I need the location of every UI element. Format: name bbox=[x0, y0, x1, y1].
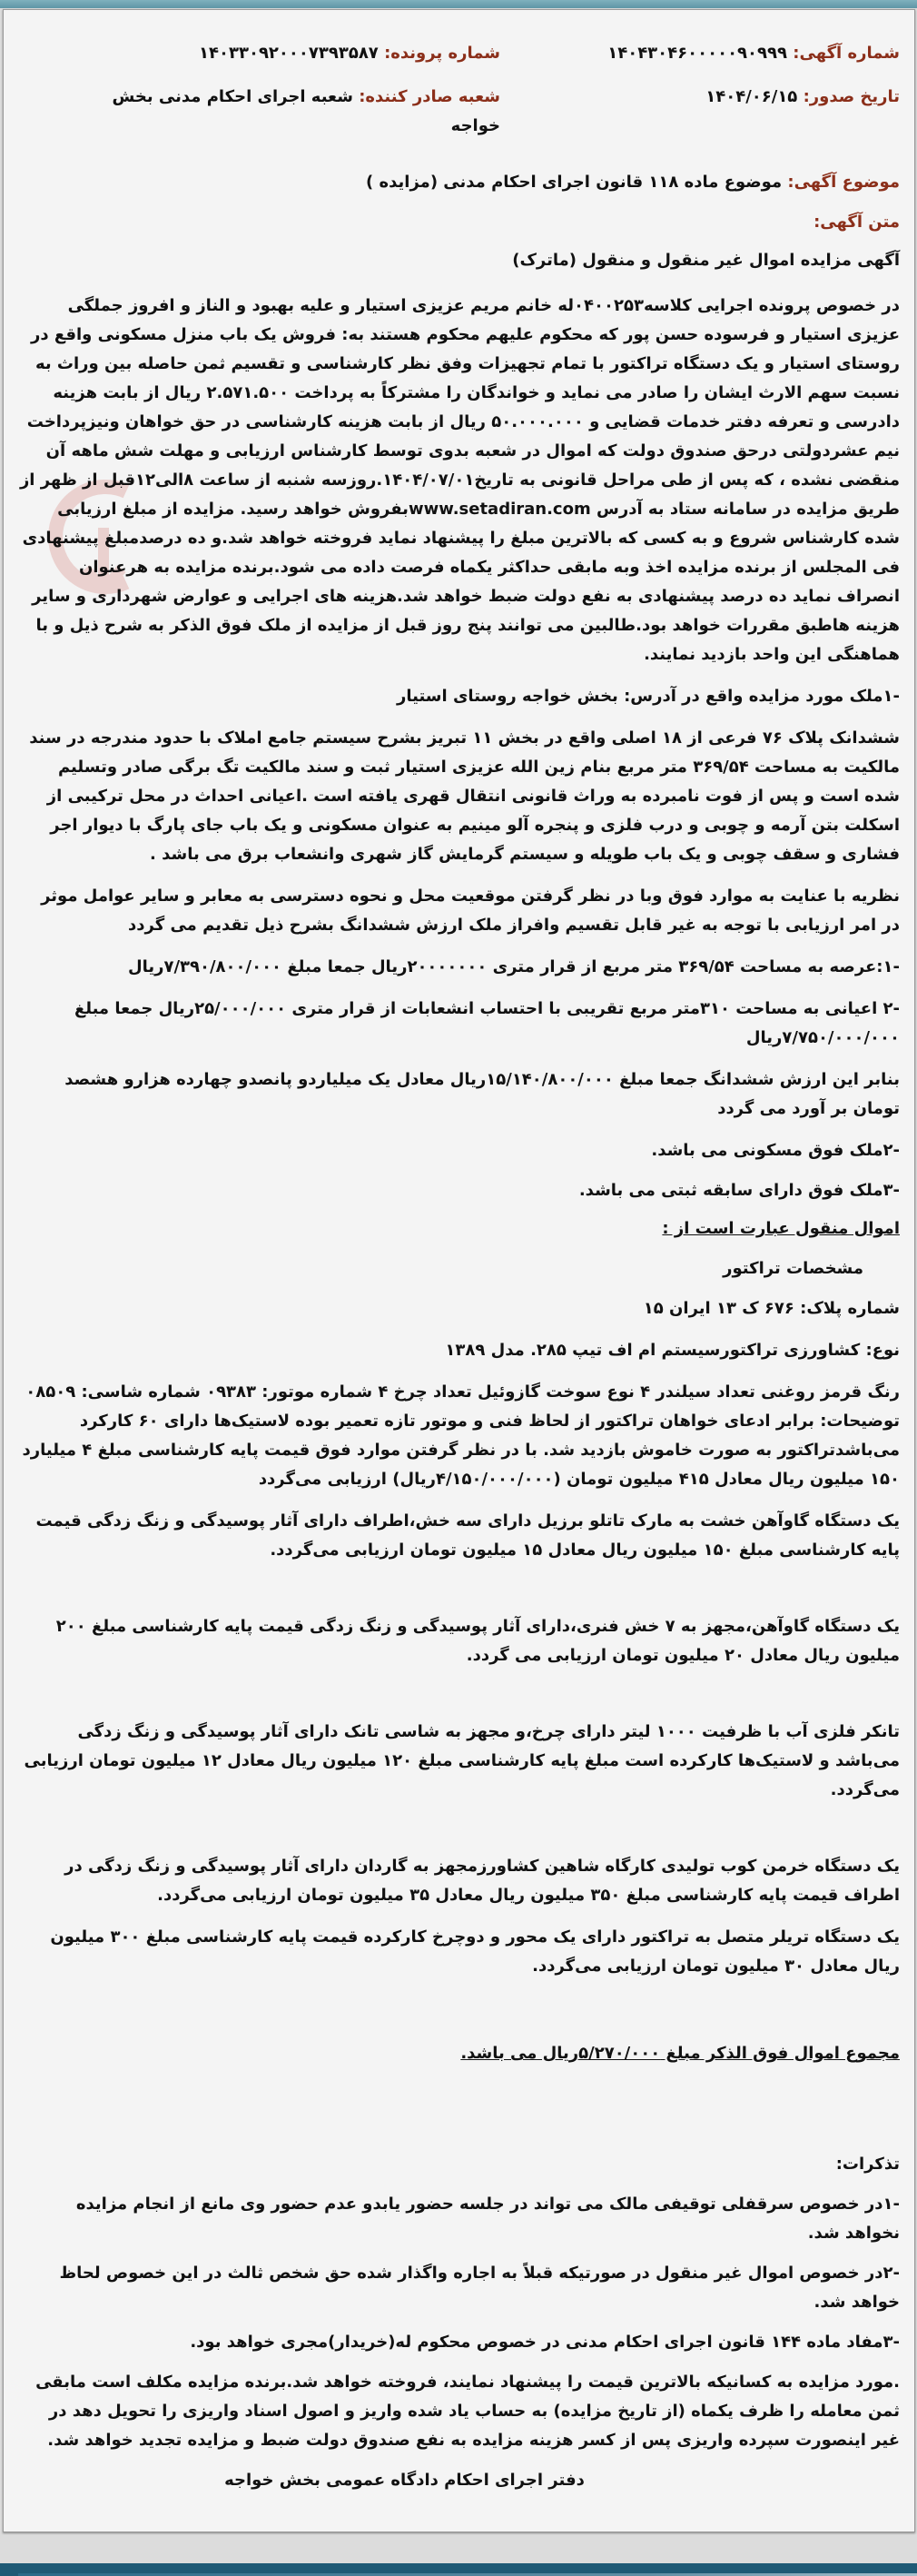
header-row-2 bbox=[18, 83, 900, 141]
tractor-type: نوع: کشاورزی تراکتورسیستم ام اف تیپ ۲۸۵. مدل ۱۳۸۹ bbox=[445, 1341, 900, 1360]
signature: دفتر اجرای احکام دادگاه عمومی بخش خواجه bbox=[224, 2471, 585, 2490]
movables-heading-text: اموال منقول عبارت است از : bbox=[662, 1219, 900, 1238]
notice-body bbox=[4, 10, 914, 2531]
note-3: -۳مفاد ماده ۱۴۴ قانون اجرای احکام مدنی در خصوص محکوم له(خریدار)مجری خواهد بود. bbox=[190, 2333, 900, 2352]
trailer: یک دستگاه تریلر متصل به تراکتور دارای یک محور و دوچرخ کارکرده قیمت پایه کارشناسی مبلغ ۳۰۰ میلیون ریال معادل ۳۰ میلیون تومان ارزیابی می‌گردد. bbox=[50, 1927, 900, 1976]
valuation-intro: نظریه با عنایت به موارد فوق وبا در نظر گرفتن موقعیت محل و نحوه دسترسی به معابر و سایر عوامل موثر در امر ارزیابی با توجه به غیر قابل تقسیم وافراز ملک ارزش ششدانگ بشرح ذیل تقدیم می گردد bbox=[41, 887, 900, 935]
case-number-value: ۱۴۰۳۳۰۹۲۰۰۰۷۳۹۳۵۸۷ bbox=[199, 44, 379, 63]
notice-text-label: متن آگهی: bbox=[813, 213, 900, 232]
bottom-bar bbox=[0, 2563, 917, 2576]
note-1: -۱در خصوص سرقفلی توقیفی مالک می تواند در جلسه حضور یابدو عدم حضور وی مانع از انجام مزایده نخواهد شد. bbox=[75, 2195, 900, 2243]
notice-subject-label: موضوع آگهی: bbox=[787, 173, 900, 192]
land-valuation: -۱:عرصه به مساحت ۳۶۹/۵۴ متر مربع از قرار متری ۲۰۰۰۰۰۰۰ریال جمعا مبلغ ۷/۳۹۰/۸۰۰/۰۰۰ریال bbox=[127, 957, 900, 976]
building-valuation: -۲ اعیانی به مساحت ۳۱۰متر مربع تقریبی با احتساب انشعابات از قرار متری ۲۵/۰۰۰/۰۰۰ریال جمعا مبلغ ۷/۷۵۰/۰۰۰/۰۰۰ریال bbox=[74, 999, 900, 1047]
notice-subject bbox=[18, 168, 900, 197]
plow-1: یک دستگاه گاوآهن خشت به مارک تاتلو برزیل دارای سه خش،اطراف دارای آثار پوسیدگی و زنگ زدگی قیمت پایه کارشناسی مبلغ ۱۵۰ میلیون ریال معادل ۱۵ میلیون تومان ارزیابی می‌گردد. bbox=[35, 1511, 900, 1560]
issuing-branch-value: شعبه اجرای احکام مدنی بخش خواجه bbox=[112, 87, 500, 135]
note-residential: -۲ملک فوق مسکونی می باشد. bbox=[651, 1141, 900, 1160]
notice-number bbox=[500, 39, 900, 68]
total-property-value: بنابر این ارزش ششدانگ جمعا مبلغ ۱۵/۱۴۰/۸۰۰/۰۰۰ریال معادل یک میلیاردو پانصدو چهارده هزارو هشصد تومان بر آورد می گردد bbox=[64, 1070, 900, 1118]
intro-paragraph: در خصوص پرونده اجرایی کلاسه۰۴۰۰۲۵۳له خانم مریم عزیزی استیار و علیه بهبود و الناز و افروز جملگی عزیزی استیار و فرسوده حسن پور که محکوم علیهم محکوم هستند به: فروش یک باب منزل مسکونی واقع در روستای استیار و یک دستگاه تراکتور با تمام تجهیزات وفق نظر کارشناسی و تقسیم ثمن حاصله بین وراث به نسبت سهم الارث ایشان را صادر می نماید و خواندگان را مشترکاً به پرداخت ۲.۵۷۱.۵۰۰ ریال از بابت هزینه دادرسی و تعرفه دفتر خدمات قضایی و ۵۰.۰۰۰.۰۰۰ ریال از بابت هزینه کارشناسی در حق خواهان ونیزپرداخت نیم عشردولتی درحق صندوق دولت که اموال در شعبه بدوی توسط کارشناس ارزیابی و مهلت شش ماهه آن منقضی نشده ، که پس از طی مراحل قانونی به تاریخ۱۴۰۴/۰۷/۰۱.روزسه شنبه از ساعت ۸الی۱۲قبل از ظهر از طریق مزایده در سامانه ستاد به آدرس www.setadiran.comبفروش خواهد رسید. مزایده از مبلغ ارزیابی شده کارشناس شروع و به کسی که بالاترین مبلغ را پیشنهاد نماید فروخته خواهد شد.و ده درصدمبلغ پیشنهادی فی المجلس از برنده مزایده اخذ وبه مابقی حداکثر یکماه فرصت داده می شود.برنده مزایده به هرعنوان انصراف نماید ده درصد پیشنهادی به نفع دولت ضبط خواهد شد.هزینه های اجرایی و عوارض شهرداری و سایر هزینه هاطبق مقررات خواهد بود.طالبین می توانند پنج روز قبل از مزایده از ملک فوق الذکر به شرح ذیل و با هماهنگی این واحد بازدید نمایند. bbox=[19, 296, 900, 664]
closing-paragraph: .مورد مزایده به کسانیکه بالاترین قیمت را پیشنهاد نمایند، فروخته خواهد شد.برنده مزایده مکلف است مابقی ثمن معامله را ظرف یکماه (از تاریخ مزایده) به حساب یاد شده واریز و اصول اسناد واریزی را تحویل دهد در غیر اینصورت سپرده واریزی پس از کسر هزینه مزایده به نفع صندوق دولت ضبط و مزایده تجدید خواهد شد. bbox=[35, 2373, 900, 2450]
water-tanker: تانکر فلزی آب با ظرفیت ۱۰۰۰ لیتر دارای چرخ،و مجهز به شاسی تانک دارای آثار پوسیدگی و زنگ زدگی می‌باشد و لاستیک‌ها کارکرده است مبلغ پایه کارشناسی مبلغ ۱۲۰ میلیون ریال معادل ۱۲ میلیون تومان ارزیابی می‌گردد. bbox=[24, 1722, 900, 1799]
issuing-branch-label: شعبه صادر کننده: bbox=[359, 87, 500, 106]
plow-2: یک دستگاه گاوآهن،مجهز به ۷ خش فنری،دارای آثار پوسیدگی و زنگ زدگی قیمت پایه کارشناسی مبلغ ۲۰۰ میلیون ریال معادل ۲۰ میلیون تومان ارزیابی می گردد. bbox=[55, 1617, 900, 1665]
notice-number-label: شماره آگهی: bbox=[793, 44, 900, 63]
movables-heading bbox=[18, 1214, 900, 1243]
notes-heading: تذکرات: bbox=[835, 2155, 900, 2174]
tractor-description: رنگ قرمز روغنی تعداد سیلندر ۴ نوع سوخت گازوئیل تعداد چرخ ۴ شماره موتور: ۰۹۳۸۳ شماره شاسی: ۰۸۵۰۹ توضیحات: برابر ادعای خواهان تراکتور از لحاظ فنی و موتور تازه تعمیر بوده لاستیک‌ها دارای ۶۰ کارکرد می‌باشدتراکتور به صورت خاموش بازدید شد. با در نظر گرفتن موارد فوق قیمت پایه کارشناسی مبلغ ۴ میلیارد ۱۵۰ میلیون ریال معادل ۴۱۵ میلیون تومان (۴/۱۵۰/۰۰۰/۰۰۰ریال) ارزیابی می‌گردد bbox=[22, 1382, 900, 1489]
tractor-plate: شماره پلاک: ۶۷۶ ک ۱۳ ایران ۱۵ bbox=[643, 1299, 900, 1318]
header-row-1 bbox=[18, 39, 900, 68]
note-2: -۲در خصوص اموال غیر منقول در صورتیکه قبلاً به اجاره واگذار شده حق شخص ثالث در این خصوص لحاظ خواهد شد. bbox=[59, 2264, 900, 2312]
issue-date bbox=[500, 83, 900, 141]
top-bar bbox=[0, 0, 917, 8]
notice-number-value: ۱۴۰۴۳۰۴۶۰۰۰۰۰۹۰۹۹۹ bbox=[607, 44, 787, 63]
tractor-heading: مشخصات تراکتور bbox=[723, 1259, 863, 1278]
thresher: یک دستگاه خرمن کوب تولیدی کارگاه شاهین کشاورزمجهز به گاردان دارای آثار پوسیدگی و زنگ زدگی در اطراف قیمت پایه کارشناسی مبلغ ۳۵۰ میلیون ریال معادل ۳۵ میلیون تومان ارزیابی می‌گردد. bbox=[64, 1857, 900, 1905]
issuing-branch bbox=[101, 83, 500, 141]
issue-date-label: تاریخ صدور: bbox=[803, 87, 900, 106]
notice-panel bbox=[3, 9, 915, 2532]
footer-gap bbox=[0, 2532, 917, 2563]
notice-title: آگهی مزایده اموال غیر منقول و منقول (ماترک) bbox=[512, 251, 900, 270]
property-address: -۱ملک مورد مزایده واقع در آدرس: بخش خواجه روستای استیار bbox=[396, 687, 900, 706]
issue-date-value: ۱۴۰۴/۰۶/۱۵ bbox=[705, 87, 798, 106]
movables-total-text: مجموع اموال فوق الذکر مبلغ ۵/۲۷۰/۰۰۰ریال می باشد. bbox=[460, 2044, 900, 2063]
property-description: ششدانک پلاک ۷۶ فرعی از ۱۸ اصلی واقع در بخش ۱۱ تبریز بشرح سیستم جامع املاک با حدود مندرجه در سند مالکیت به مساحت ۳۶۹/۵۴ متر مربع بنام زین الله عزیزی استیار ثبت و سند مالکیت تگ برگی صادر وتسلیم شده است و پس از فوت نامبرده به وراث قانونی انتقال قهری یافته است .اعیانی احداث در محل ترکیبی از اسکلت بتن آرمه و چوبی و درب فلزی و پنجره آلو مینیم به عنوان مسکونی و یک باب جای پارگ با دیوار اجر فشاری و سقف چوبی و یک باب طویله و سیستم گرمایش گاز شهری وانشعاب برق می باشد . bbox=[29, 728, 900, 864]
case-number-label: شماره پرونده: bbox=[384, 44, 500, 63]
movables-total bbox=[18, 2039, 900, 2068]
case-number bbox=[101, 39, 500, 68]
note-registration: -۳ملک فوق دارای سابقه ثبتی می باشد. bbox=[578, 1181, 900, 1200]
notice-subject-value: موضوع ماده ۱۱۸ قانون اجرای احکام مدنی (مزایده ) bbox=[366, 173, 783, 192]
